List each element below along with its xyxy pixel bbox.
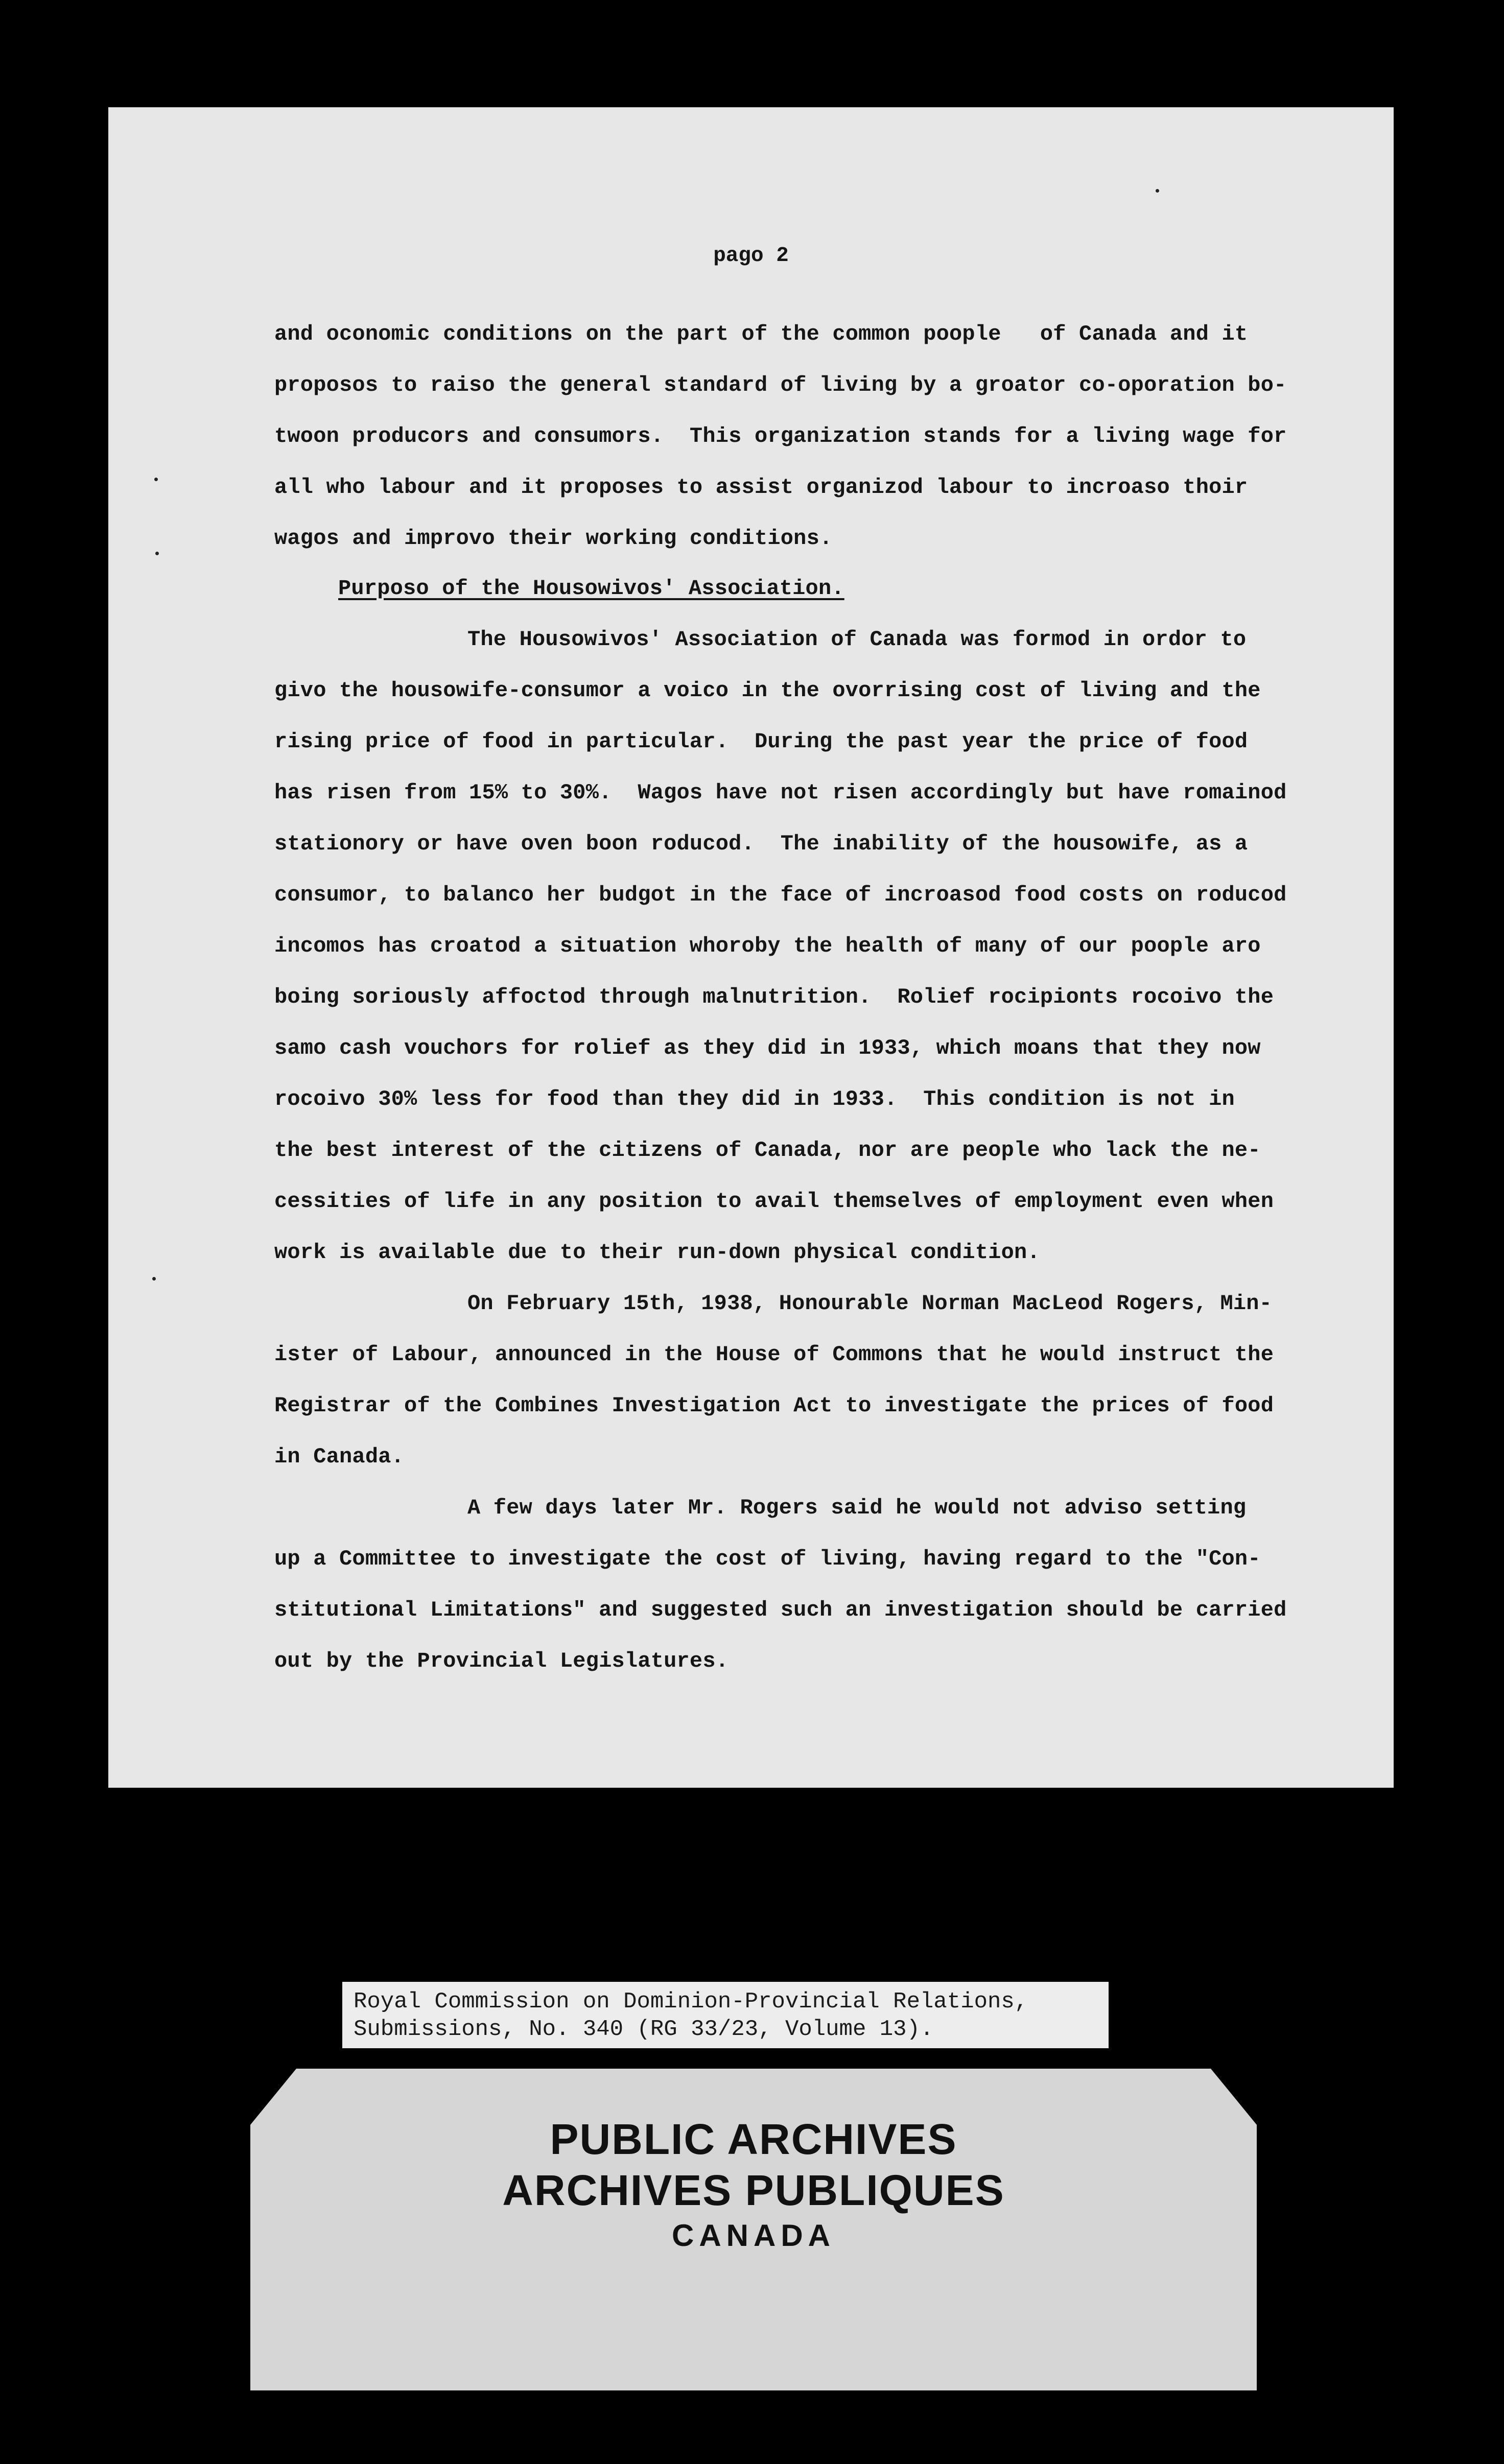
archive-reference-slip: [342, 1982, 1109, 2048]
text-line: rocoivo 30% less for food than they did in 1933. This condition is not in: [274, 1087, 1235, 1111]
text-line: stitutional Limitations" and suggested such an investigation should be carried: [274, 1598, 1287, 1622]
text-line: rising price of food in particular. During the past year the price of food: [274, 729, 1248, 754]
text-line: and oconomic conditions on the part of the common poople of Canada and it: [274, 322, 1248, 346]
text-line: boing soriously affoctod through malnutrition. Rolief rocipionts rocoivo the: [274, 985, 1274, 1009]
text-line: consumor, to balanco her budgot in the face of incroasod food costs on roducod: [274, 883, 1287, 907]
text-line: twoon producors and consumors. This organization stands for a living wage for: [274, 424, 1287, 448]
text-line: work is available due to their run-down physical condition.: [274, 1240, 1040, 1265]
text-line: samo cash vouchors for rolief as they did in 1933, which moans that they now: [274, 1036, 1261, 1060]
paper-speck: [154, 478, 158, 481]
text-line: stationory or have oven boon roducod. The inability of the housowife, as a: [274, 832, 1248, 856]
page-number: pago 2: [713, 244, 789, 268]
text-line: The Housowivos' Association of Canada was formod in ordor to: [467, 627, 1247, 652]
text-line: cessities of life in any position to avail themselves of employment even when: [274, 1189, 1274, 1214]
paper-speck: [152, 1277, 156, 1281]
text-line: givo the housowife-consumor a voico in the ovorrising cost of living and the: [274, 678, 1261, 703]
text-line: proposos to raiso the general standard of living by a groator co-oporation bo-: [274, 373, 1287, 397]
archive-reference-line: Submissions, No. 340 (RG 33/23, Volume 13).: [354, 2017, 934, 2042]
text-line: the best interest of the citizens of Canada, nor are people who lack the ne-: [274, 1138, 1261, 1163]
text-line: in Canada.: [274, 1444, 405, 1469]
stamp-canada: CANADA: [672, 2218, 835, 2253]
text-line: has risen from 15% to 30%. Wagos have not risen accordingly but have romainod: [274, 780, 1287, 805]
text-line: On February 15th, 1938, Honourable Norman MacLeod Rogers, Min-: [467, 1291, 1273, 1316]
archive-reference-line: Royal Commission on Dominion-Provincial Relations,: [354, 1989, 1028, 2015]
text-line: up a Committee to investigate the cost of living, having regard to the "Con-: [274, 1547, 1261, 1571]
section-heading: Purposo of the Housowivos' Association.: [338, 576, 844, 601]
text-line: wagos and improvo their working conditions.: [274, 526, 833, 551]
text-line: ister of Labour, announced in the House of Commons that he would instruct the: [274, 1342, 1274, 1367]
stamp-archives-publiques: ARCHIVES PUBLIQUES: [502, 2166, 1005, 2214]
text-line: all who labour and it proposes to assist organizod labour to incroaso thoir: [274, 475, 1248, 500]
stamp-public-archives: PUBLIC ARCHIVES: [550, 2115, 957, 2163]
paper-speck: [155, 552, 159, 555]
text-line: incomos has croatod a situation whoroby the health of many of our poople aro: [274, 934, 1261, 958]
document-page: [108, 107, 1394, 1788]
text-line: A few days later Mr. Rogers said he would not adviso setting: [467, 1496, 1247, 1520]
text-line: out by the Provincial Legislatures.: [274, 1649, 729, 1673]
paper-speck: [1156, 189, 1159, 193]
text-line: Registrar of the Combines Investigation Act to investigate the prices of food: [274, 1393, 1274, 1418]
